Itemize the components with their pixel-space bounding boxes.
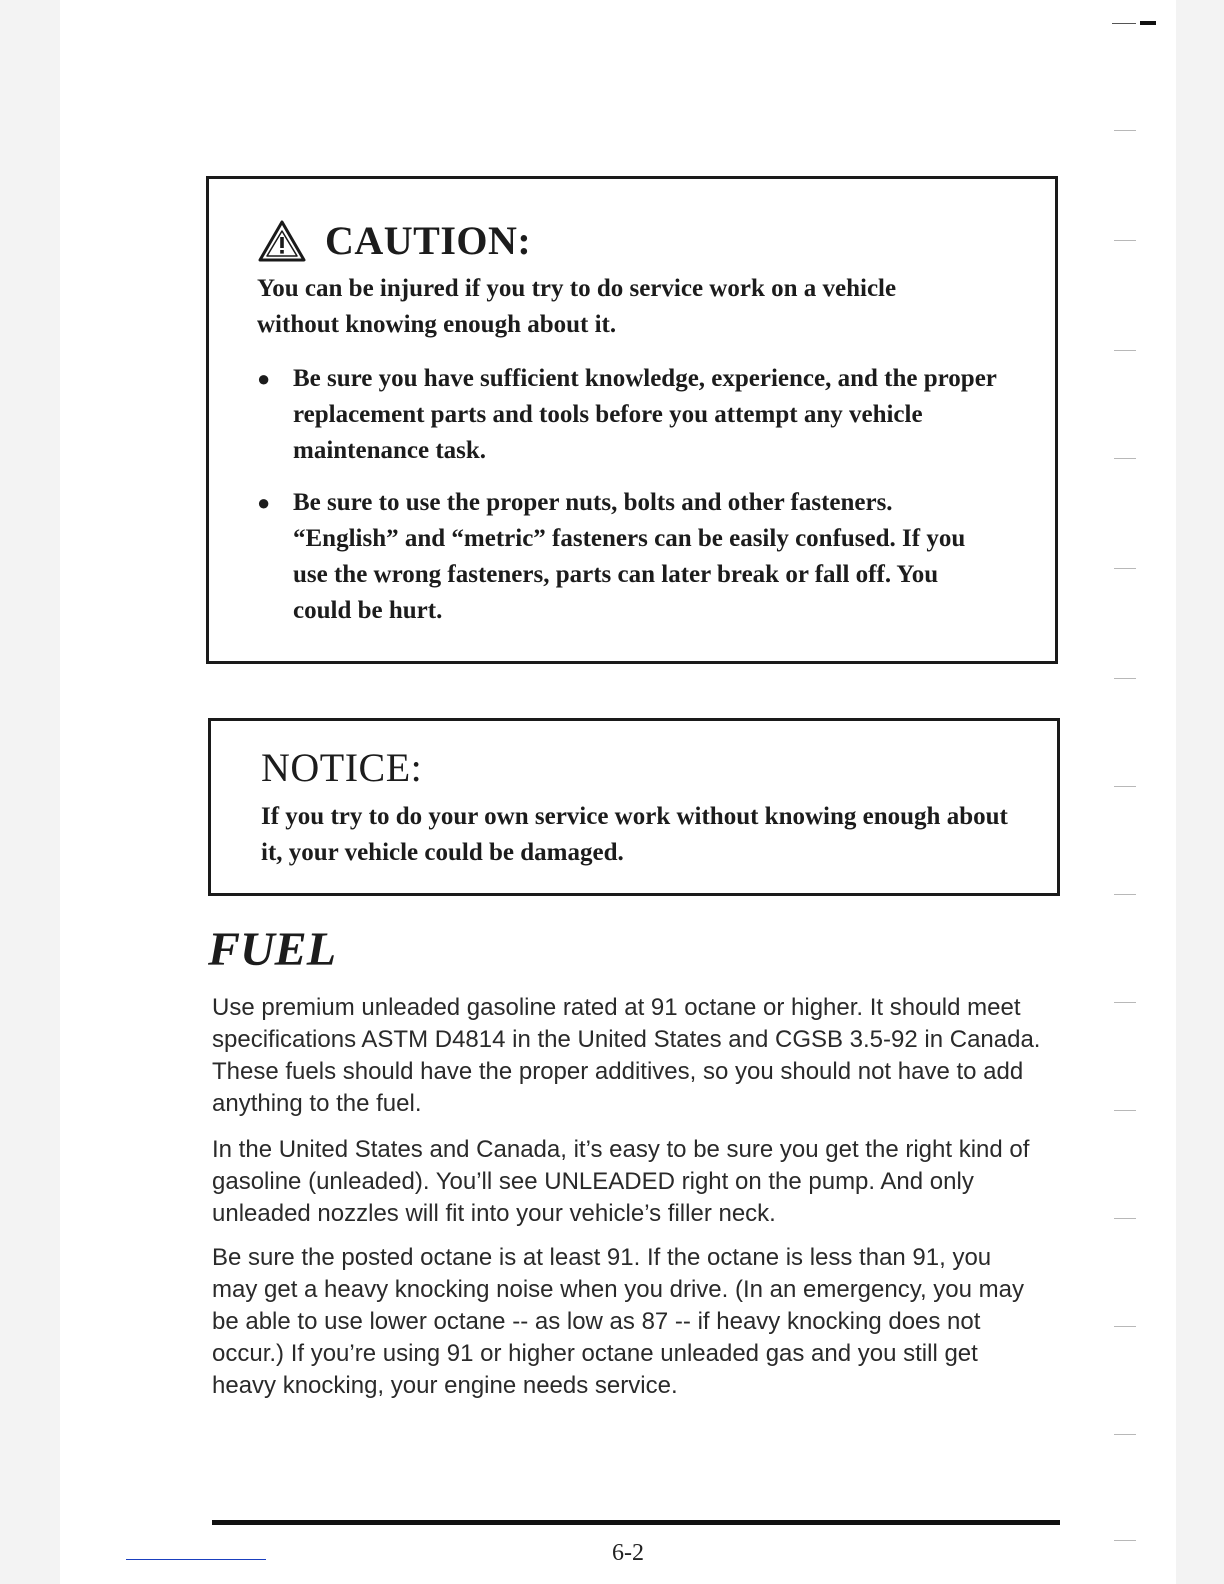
- caution-bullet: [257, 485, 997, 629]
- bullet-icon: ●: [257, 366, 271, 391]
- fuel-paragraph: In the United States and Canada, it’s easy to be sure you get the right kind of gasoline (unleaded). You’ll see UNLEADED right on the pump. And only unleaded nozzles will fit into your vehicle’s filler neck.: [212, 1136, 1030, 1227]
- fuel-paragraph: Be sure the posted octane is at least 91. If the octane is less than 91, you may get a heavy knocking noise when you drive. (In an emergency, you may be able to use lower octane -- as low as 87 -- if heavy knocking does not occur.) If you’re using 91 or higher octane unleaded gas and you still get heavy knocking, your engine needs service.: [212, 1244, 1024, 1399]
- notice-box: [208, 718, 1060, 896]
- bullet-icon: ●: [257, 490, 271, 515]
- link-underline: [126, 1559, 266, 1560]
- edge-margin-marks: [1114, 0, 1144, 1584]
- notice-text: If you try to do your own service work without knowing enough about it, your vehicle could be damaged.: [261, 803, 1008, 866]
- footer-divider: [212, 1520, 1060, 1525]
- caution-title: CAUTION:: [325, 218, 532, 263]
- caution-box: [206, 176, 1058, 664]
- section-heading-fuel: FUEL: [208, 923, 337, 976]
- caution-bullet-text: Be sure you have sufficient knowledge, experience, and the proper replacement parts and tools before you attempt any vehicle maintenance task.: [293, 365, 997, 464]
- notice-title: NOTICE:: [261, 745, 423, 790]
- caution-bullet: [257, 361, 997, 469]
- fuel-paragraph: Use premium unleaded gasoline rated at 91 octane or higher. It should meet specifications ASTM D4814 in the United States and CGSB 3.5-92 in Canada. These fuels should have the proper additives, so you should not have to add anything to the fuel.: [212, 994, 1041, 1117]
- page-number: 6-2: [612, 1540, 644, 1566]
- caution-intro-text: You can be injured if you try to do service work on a vehicle without knowing enough about it.: [257, 275, 897, 338]
- caution-heading: [257, 217, 531, 264]
- caution-bullet-text: Be sure to use the proper nuts, bolts and other fasteners. “English” and “metric” fasteners can be easily confused. If you use the wrong fasteners, parts can later break or fall off. You could be hurt.: [293, 489, 966, 624]
- warning-triangle-icon: [257, 219, 307, 263]
